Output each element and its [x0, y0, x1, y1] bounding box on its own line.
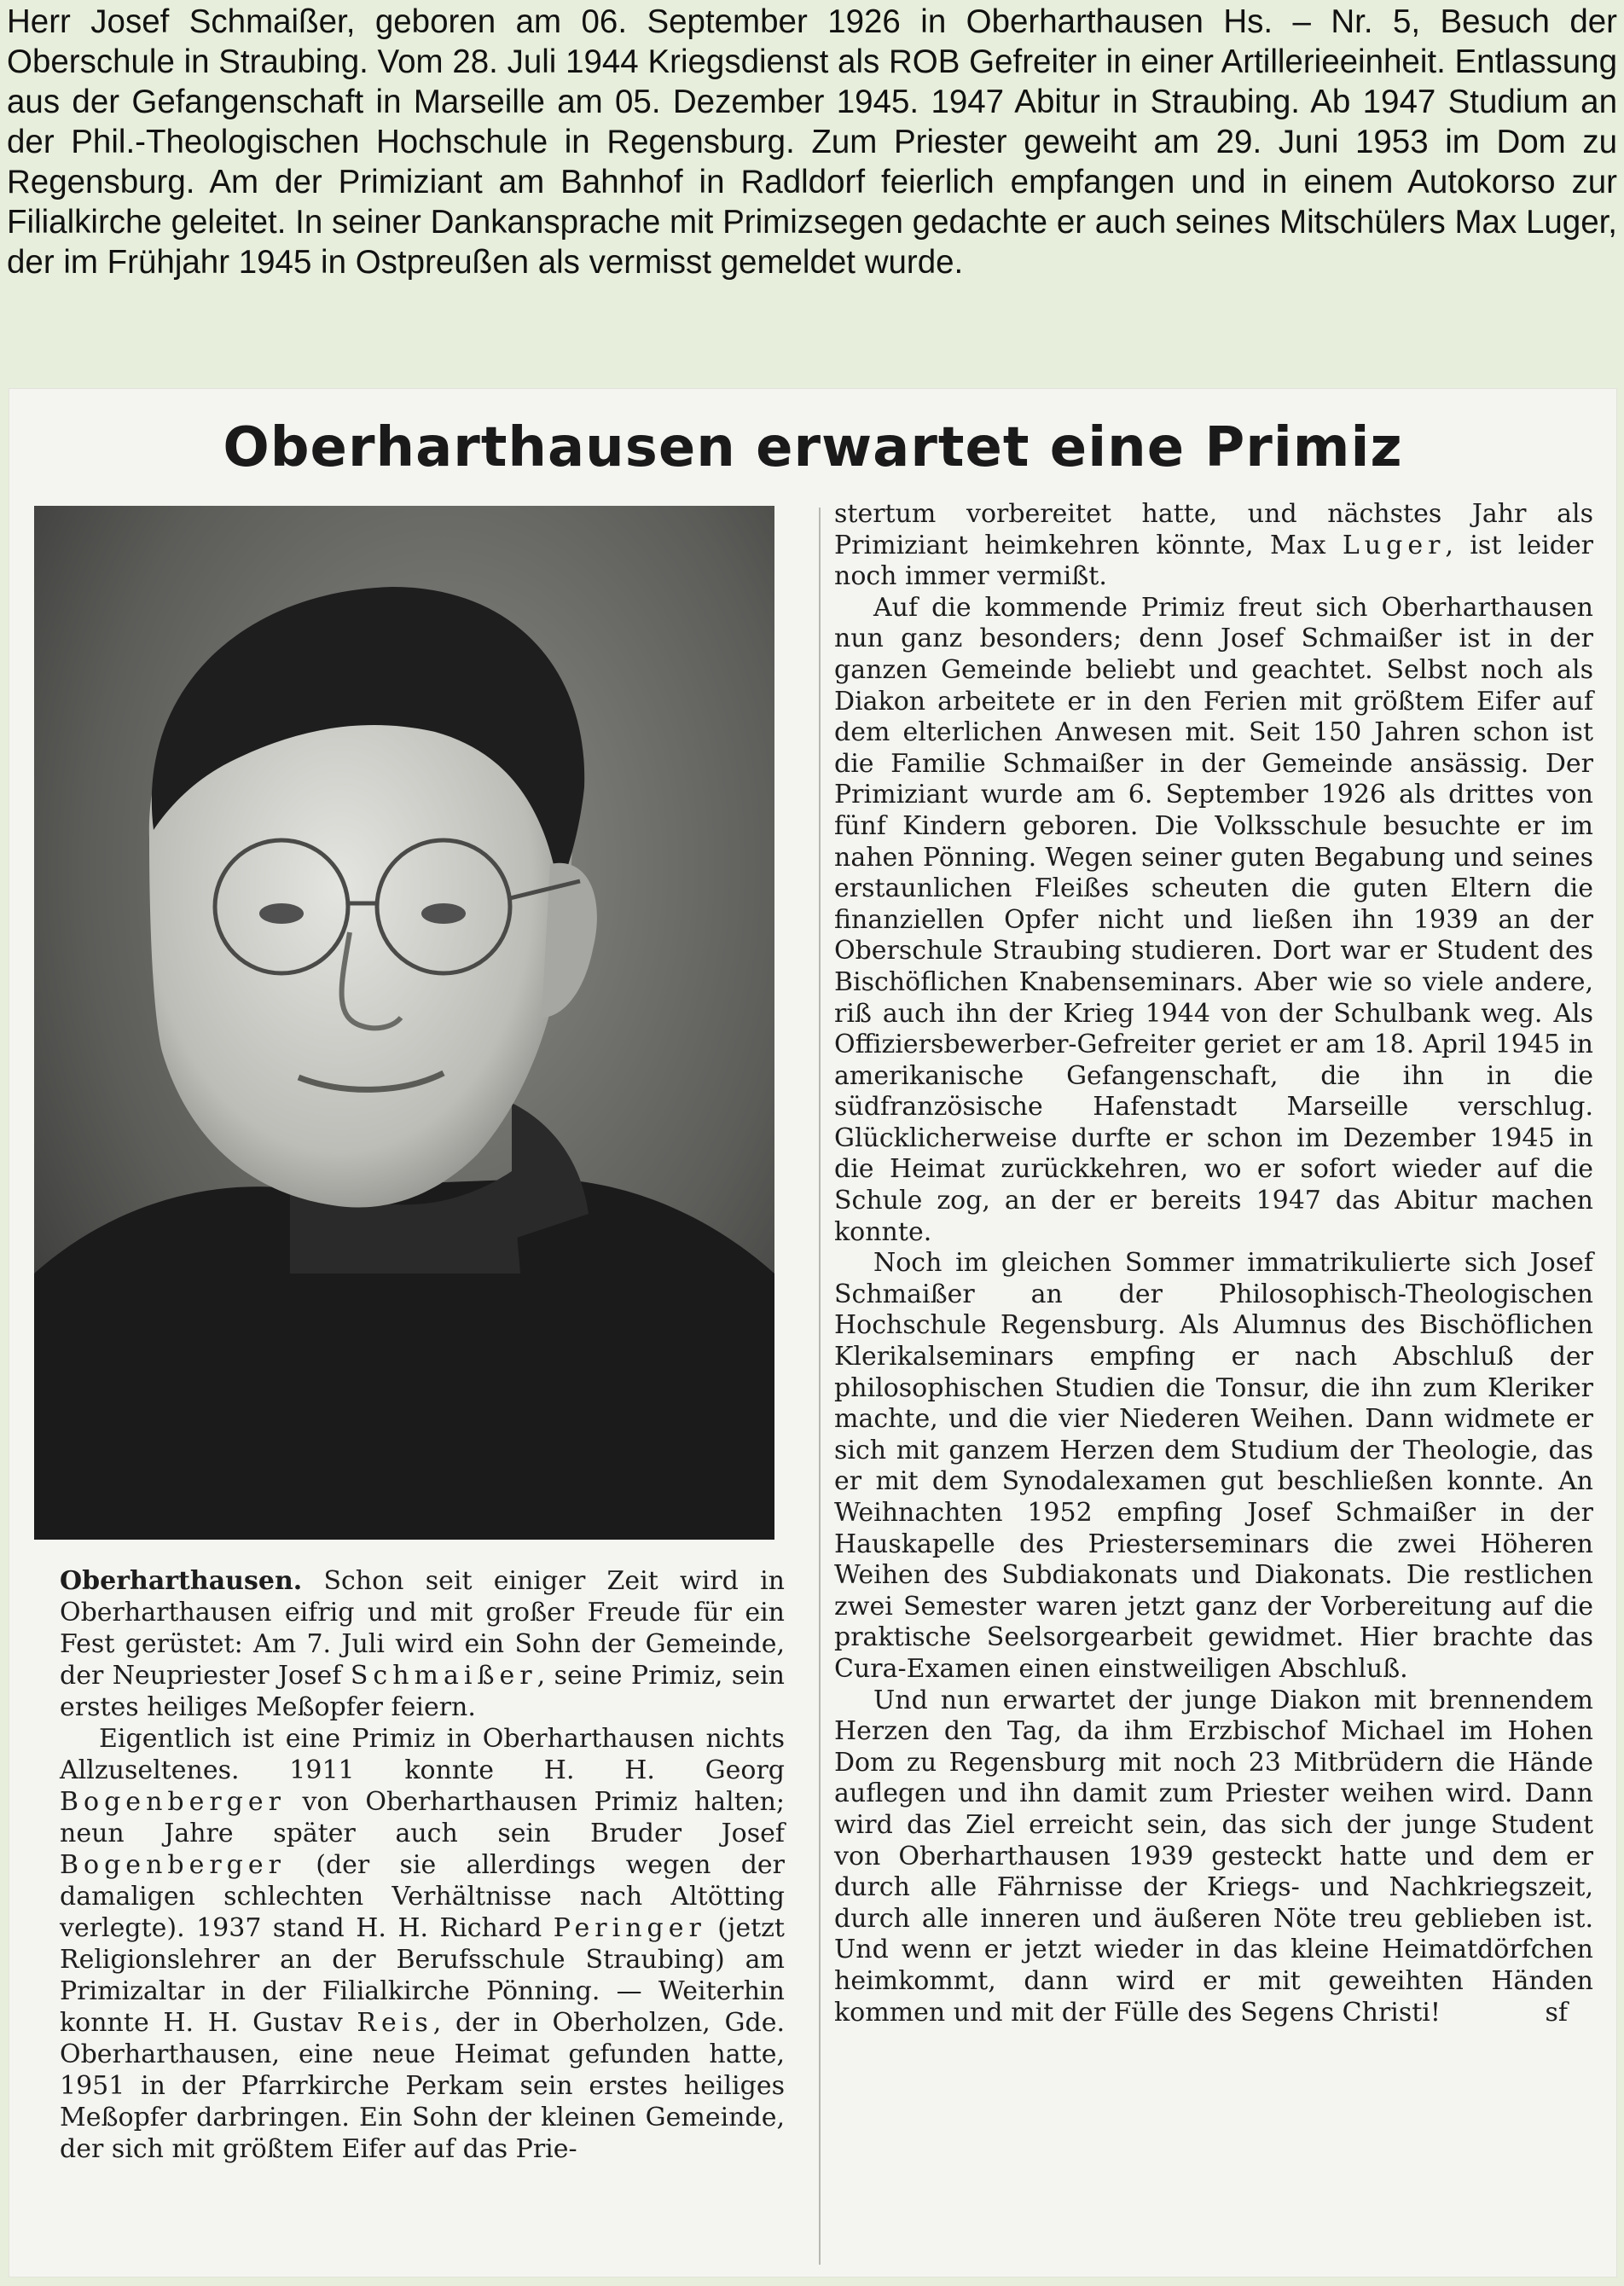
article-paragraph: Auf die kommende Primiz freut sich Oberharthausen nun ganz besonders; denn Josef Schmaißer ist in der ganzen Gemeinde beliebt und geachtet. Selbst noch als Diakon arbeitete er in den Ferien mit größtem Eifer auf dem elterlichen Anwesen mit. Seit 150 Jahren schon ist die Familie Schmaißer in der Gemeinde ansässig. Der Primiziant wurde am 6. September 1926 als drittes von fünf Kindern geboren. Die Volksschule besuchte er im nahen Pönning. Wegen seiner guten Begabung und seines erstaunlichen Fleißes scheuten die guten Eltern die finanziellen Opfer nicht und ließen ihn 1939 an der Oberschule Straubing studieren. Dort war er Student des Bischöflichen Knabenseminars. Aber wie so viele andere, riß auch ihn der Krieg 1944 von der Schulbank weg. Als Offiziersbewerber-Gefreiter geriet er am 18. April 1945 in amerikanische Gefangenschaft, die ihn in die südfranzösische Hafenstadt Marseille verschlug. Glücklicherweise durfte er schon im Dezember 1945 in die Heimat zurückkehren, wo er sofort wieder auf die Schule zog, an der er bereits 1947 das Abitur machen konnte. [834, 592, 1593, 1247]
newspaper-clipping [9, 388, 1617, 2277]
article-paragraph: stertum vorbereitet hatte, und nächstes Jahr als Primiziant heimkehren könnte, Max Luger, ist leider noch immer vermißt. [834, 499, 1593, 592]
article-headline: Oberharthausen erwartet eine Primiz [223, 416, 1403, 479]
spaced-name: Bogenberger [60, 1787, 286, 1817]
article-paragraph: Und nun erwartet der junge Diakon mit brennendem Herzen den Tag, da ihm Erzbischof Michael im Hohen Dom zu Regensburg mit noch 23 Mitbrüdern die Hände auflegen und ihn damit zum Priester weihen wird. Dann wird das Ziel erreicht sein, das sich der junge Student von Oberharthausen 1939 gesteckt hatte und dem er durch alle Fährnisse der Kriegs- und Nachkriegszeit, durch alle inneren und äußeren Nöte treu geblieben ist. Und wenn er jetzt wieder in das kleine Heimatdörfchen heimkommt, dann wird er mit geweihten Händen kommen und mit der Fülle des Segens Christi! sf [834, 1685, 1593, 2028]
article-column-left [60, 1565, 785, 2165]
portrait-photo [34, 506, 774, 1540]
article-column-right [834, 499, 1593, 2028]
spaced-name: Bogenberger [60, 1850, 286, 1880]
spaced-name: Luger [1342, 530, 1446, 560]
column-rule [819, 508, 821, 2265]
spaced-name: Reis [357, 2008, 433, 2038]
author-signature: sf [1545, 1997, 1568, 2028]
dateline: Oberharthausen. [60, 1566, 303, 1596]
article-paragraph: Eigentlich ist eine Primiz in Oberharthausen nichts Allzuseltenes. 1911 konnte H. H. Georg Bogenberger von Oberharthausen Primiz halten; neun Jahre später auch sein Bruder Josef Bogenberger (der sie allerdings wegen der damaligen schlechten Verhältnisse nach Altötting verlegte). 1937 stand H. H. Richard Peringer (jetzt Religionslehrer an der Berufsschule Straubing) am Primizaltar in der Filialkirche Pönning. — Weiterhin konnte H. H. Gustav Reis, der in Oberholzen, Gde. Oberharthausen, eine neue Heimat gefunden hatte, 1951 in der Pfarrkirche Perkam sein erstes heiliges Meßopfer darbringen. Ein Sohn der kleinen Gemeinde, der sich mit größtem Eifer auf das Prie- [60, 1724, 785, 2164]
spaced-name: Schmaißer [350, 1661, 537, 1691]
spaced-name: Peringer [553, 1913, 706, 1943]
article-paragraph: Oberharthausen. Schon seit einiger Zeit wird in Oberharthausen eifrig und mit großer Freude für ein Fest gerüstet: Am 7. Juli wird ein Sohn der Gemeinde, der Neupriester Josef Schmaißer, seine Primiz, sein erstes heiliges Meßopfer feiern. [60, 1566, 785, 1722]
intro-paragraph: Herr Josef Schmaißer, geboren am 06. September 1926 in Oberharthausen Hs. – Nr. 5, Besuch der Oberschule in Straubing. Vom 28. Juli 1944 Kriegsdienst als ROB Gefreiter in einer Artillerieeinheit. Entlassung aus der Gefangenschaft in Marseille am 05. Dezember 1945. 1947 Abitur in Straubing. Ab 1947 Studium an der Phil.-Theologischen Hochschule in Regensburg. Zum Priester geweiht am 29. Juni 1953 im Dom zu Regensburg. Am der Primiziant am Bahnhof in Radldorf feierlich empfangen und in einem Autokorso zur Filialkirche geleitet. In seiner Dankansprache mit Primizsegen gedachte er auch seines Mitschülers Max Luger, der im Frühjahr 1945 in Ostpreußen als vermisst gemeldet wurde. [7, 3, 1617, 281]
article-paragraph: Noch im gleichen Sommer immatrikulierte sich Josef Schmaißer an der Philosophisch-Theologischen Hochschule Regensburg. Als Alumnus des Bischöflichen Klerikalseminars empfing er nach Abschluß der philosophischen Studien die Tonsur, die ihn zum Kleriker machte, und die vier Niederen Weihen. Dann widmete er sich mit ganzem Herzen dem Studium der Theologie, das er mit dem Synodalexamen gut beschließen konnte. An Weihnachten 1952 empfing Josef Schmaißer in der Hauskapelle des Priesterseminars die zwei Höheren Weihen des Subdiakonats und Diakonats. Die restlichen zwei Semester waren jetzt ganz der Vorbereitung auf die praktische Seelsorgearbeit gewidmet. Hier brachte das Cura-Examen einen einstweiligen Abschluß. [834, 1248, 1593, 1684]
